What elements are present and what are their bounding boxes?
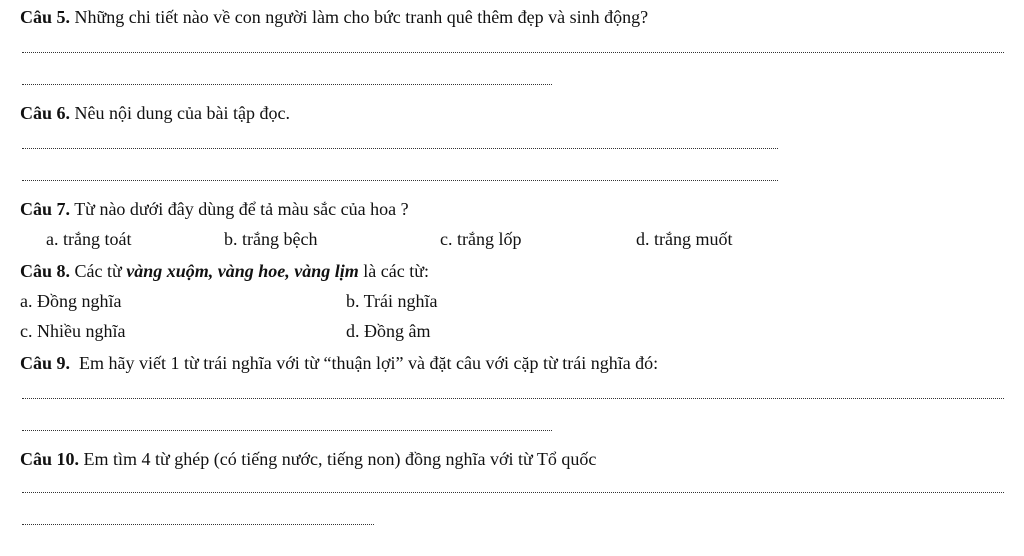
question-8-option-c[interactable]: c. Nhiều nghĩa [20,321,126,341]
answer-line-10-1[interactable] [22,492,1004,493]
question-10-text: Em tìm 4 từ ghép (có tiếng nước, tiếng non) đồng nghĩa với từ Tổ quốc [79,449,597,469]
question-7 [20,198,409,220]
question-7-text: Từ nào dưới đây dùng để tả màu sắc của hoa ? [70,199,409,219]
question-6 [20,102,290,124]
question-9 [20,352,658,374]
question-7-option-a[interactable]: a. trắng toát [46,229,132,249]
question-7-label: Câu 7. [20,199,71,219]
question-7-option-d[interactable]: d. trắng muốt [636,229,733,249]
question-8-text-post: là các từ: [358,261,429,281]
question-5 [20,6,648,28]
question-8 [20,260,429,282]
question-8-option-a[interactable]: a. Đồng nghĩa [20,291,122,311]
question-10 [20,448,596,470]
question-8-option-d[interactable]: d. Đồng âm [346,321,431,341]
question-6-text: Nêu nội dung của bài tập đọc. [70,103,290,123]
question-10-label: Câu 10. [20,449,80,469]
answer-line-6-2[interactable] [22,180,778,181]
question-9-label: Câu 9. [20,353,71,373]
answer-line-6-1[interactable] [22,148,778,149]
question-7-option-b[interactable]: b. trắng bệch [224,229,318,249]
answer-line-9-2[interactable] [22,430,552,431]
answer-line-5-2[interactable] [22,84,552,85]
answer-line-9-1[interactable] [22,398,1004,399]
question-8-text-pre: Các từ [70,261,127,281]
question-8-option-b[interactable]: b. Trái nghĩa [346,291,438,311]
question-7-option-c[interactable]: c. trắng lốp [440,229,522,249]
question-9-text: Em hãy viết 1 từ trái nghĩa với từ “thuận lợi” và đặt câu với cặp từ trái nghĩa đó: [70,353,659,373]
question-6-label: Câu 6. [20,103,71,123]
answer-line-5-1[interactable] [22,52,1004,53]
question-8-emphasis: vàng xuộm, vàng hoe, vàng lịm [126,261,359,281]
answer-line-10-2[interactable] [22,524,374,525]
question-8-label: Câu 8. [20,261,71,281]
question-5-label: Câu 5. [20,7,71,27]
question-5-text: Những chi tiết nào về con người làm cho bức tranh quê thêm đẹp và sinh động? [70,7,649,27]
